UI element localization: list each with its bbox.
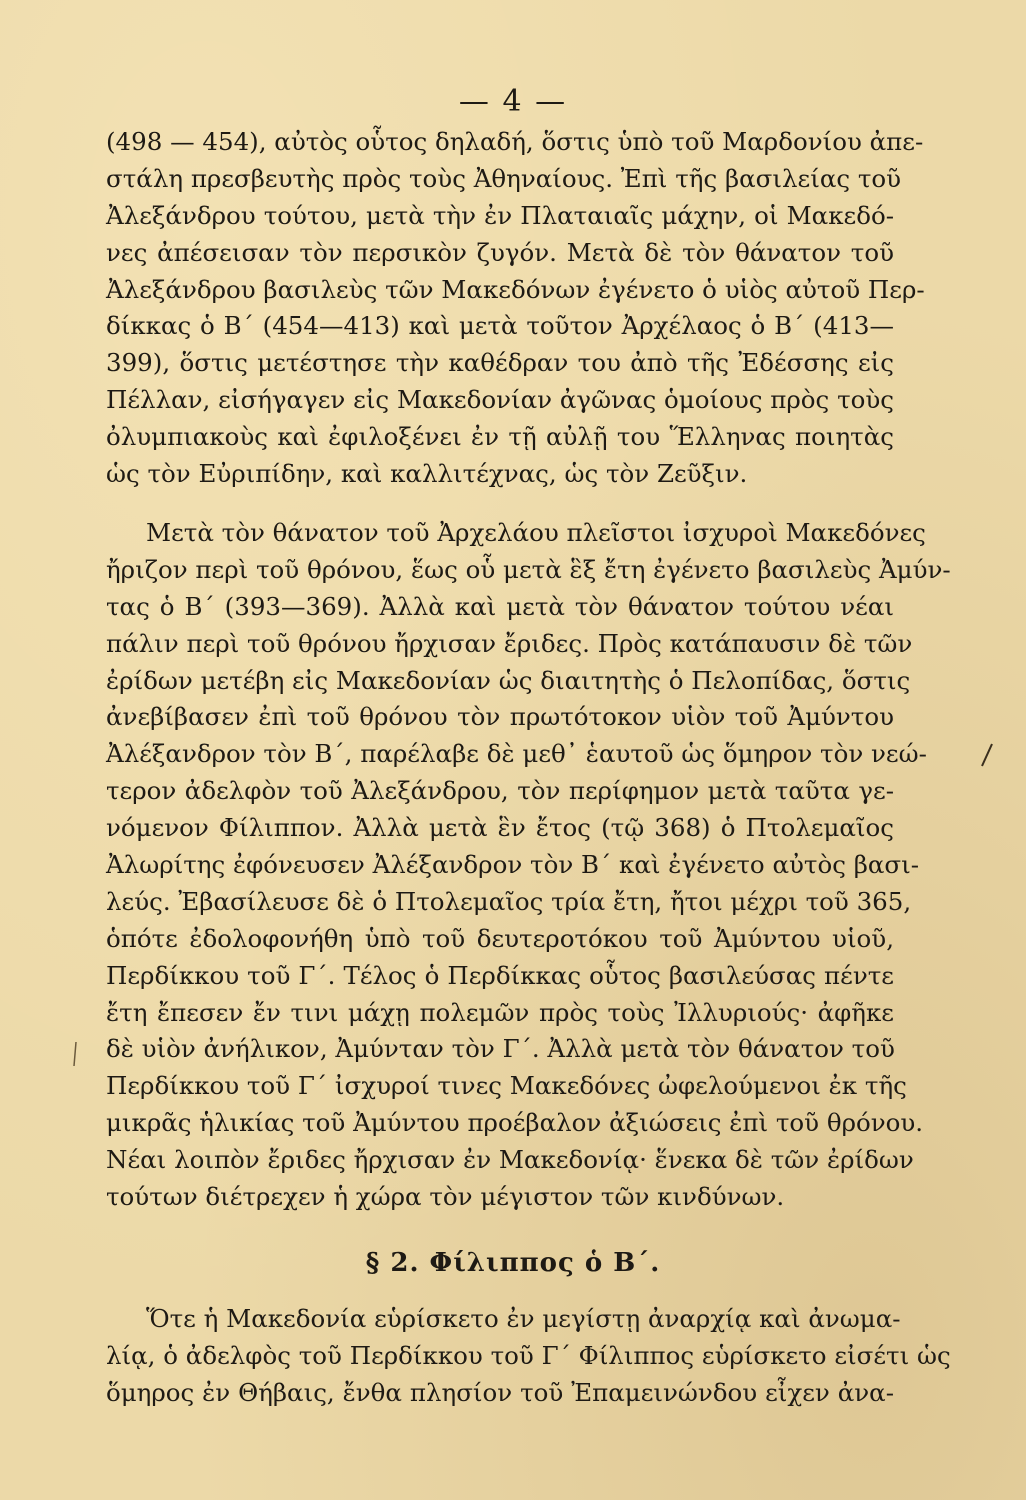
text-line: ἀνεβίβασεν ἐπὶ τοῦ θρόνου τὸν πρωτότοκον υἱὸν τοῦ Ἀμύντου	[106, 702, 894, 732]
paragraph-3	[106, 1301, 951, 1412]
text-line: Μετὰ τὸν θάνατον τοῦ Ἀρχελάου πλεῖστοι ἰσχυροὶ Μακεδόνες	[146, 518, 926, 547]
margin-mark-icon	[978, 740, 998, 770]
text-line: στάλη πρεσβευτὴς πρὸς τοὺς Ἀθηναίους. Ἐπὶ τῆς βασιλείας τοῦ	[106, 163, 902, 193]
text-line: Πέλλαν, εἰσήγαγεν εἰς Μακεδονίαν ἀγῶνας ὁμοίους πρὸς τοὺς	[106, 385, 894, 415]
text-line: Ὅτε ἡ Μακεδονία εὑρίσκετο ἐν μεγίστῃ ἀναρχίᾳ καὶ ἀνωμα-	[146, 1304, 901, 1333]
text-line: νες ἀπέσεισαν τὸν περσικὸν ζυγόν. Μετὰ δὲ τὸν θάνατον τοῦ	[106, 237, 894, 267]
text-line: δίκκας ὁ Β΄ (454—413) καὶ μετὰ τοῦτον Ἀρχέλαος ὁ Β΄ (413—	[106, 311, 894, 341]
text-line: (498 — 454), αὐτὸς οὗτος δηλαδή, ὅστις ὑπὸ τοῦ Μαρδονίου ἀπε-	[106, 127, 924, 156]
section-heading: § 2. Φίλιππος ὁ Β΄.	[365, 1248, 661, 1278]
text-line: Ἀλωρίτης ἐφόνευσεν Ἀλέξανδρον τὸν Β΄ καὶ ἐγένετο αὐτὸς βασι-	[106, 850, 920, 880]
text-line: τας ὁ Β΄ (393—369). Ἀλλὰ καὶ μετὰ τὸν θάνατον τούτου νέαι	[106, 591, 894, 621]
text-line: μικρᾶς ἡλικίας τοῦ Ἀμύντου προέβαλον ἀξιώσεις ἐπὶ τοῦ θρόνου.	[106, 1108, 924, 1138]
text-line: ἤριζον περὶ τοῦ θρόνου, ἕως οὗ μετὰ ἓξ ἔτη ἐγένετο βασιλεὺς Ἀμύν-	[106, 554, 951, 584]
text-line: Ἀλέξανδρον τὸν Β΄, παρέλαβε δὲ μεθ᾿ ἑαυτοῦ ὡς ὅμηρον τὸν νεώ-	[106, 739, 927, 769]
text-line: ὁπότε ἐδολοφονήθη ὑπὸ τοῦ δευτεροτόκου τοῦ Ἀμύντου υἱοῦ,	[106, 923, 894, 953]
text-line: Περδίκκου τοῦ Γ΄. Τέλος ὁ Περδίκκας οὗτος βασιλεύσας πέντε	[106, 960, 894, 990]
text-line: ἐρίδων μετέβη εἰς Μακεδονίαν ὡς διαιτητὴς ὁ Πελοπίδας, ὅστις	[106, 665, 911, 695]
text-line: ὀλυμπιακοὺς καὶ ἐφιλοξένει ἐν τῇ αὐλῇ του Ἕλληνας ποιητὰς	[106, 422, 894, 452]
text-line: λίᾳ, ὁ ἀδελφὸς τοῦ Περδίκκου τοῦ Γ΄ Φίλιππος εὑρίσκετο εἰσέτι ὡς	[106, 1340, 951, 1370]
text-line: τερον ἀδελφὸν τοῦ Ἀλεξάνδρου, τὸν περίφημον μετὰ ταῦτα γε-	[106, 776, 894, 806]
margin-tick-icon	[68, 1040, 82, 1070]
text-line: ὅμηρος ἐν Θήβαις, ἔνθα πλησίον τοῦ Ἐπαμεινώνδου εἶχεν ἀνα-	[106, 1377, 894, 1407]
text-line: ὡς τὸν Εὐριπίδην, καὶ καλλιτέχνας, ὡς τὸν Ζεῦξιν.	[106, 459, 748, 489]
paragraph-1	[106, 124, 925, 493]
text-line: 399), ὅστις μετέστησε τὴν καθέδραν του ἀπὸ τῆς Ἐδέσσης εἰς	[106, 348, 894, 378]
text-line: τούτων διέτρεχεν ἡ χώρα τὸν μέγιστον τῶν κινδύνων.	[106, 1182, 785, 1212]
text-line: πάλιν περὶ τοῦ θρόνου ἤρχισαν ἔριδες. Πρὸς κατάπαυσιν δὲ τῶν	[106, 628, 913, 658]
text-line: Ἀλεξάνδρου βασιλεὺς τῶν Μακεδόνων ἐγένετο ὁ υἱὸς αὐτοῦ Περ-	[106, 274, 925, 304]
text-line: Ἀλεξάνδρου τούτου, μετὰ τὴν ἐν Πλαταιαῖς μάχην, οἱ Μακεδό-	[106, 200, 894, 230]
text-line: ἔτη ἔπεσεν ἔν τινι μάχῃ πολεμῶν πρὸς τοὺς Ἰλλυριούς· ἀφῆκε	[106, 997, 894, 1027]
paragraph-2	[106, 515, 951, 1216]
page-number: — 4 —	[458, 84, 568, 119]
text-line: νόμενον Φίλιππον. Ἀλλὰ μετὰ ἓν ἔτος (τῷ 368) ὁ Πτολεμαῖος	[106, 813, 894, 843]
text-line: δὲ υἱὸν ἀνήλικον, Ἀμύνταν τὸν Γ΄. Ἀλλὰ μετὰ τὸν θάνατον τοῦ	[106, 1034, 895, 1064]
text-line: Νέαι λοιπὸν ἔριδες ἤρχισαν ἐν Μακεδονίᾳ· ἕνεκα δὲ τῶν ἐρίδων	[106, 1145, 914, 1175]
text-line: λεύς. Ἐβασίλευσε δὲ ὁ Πτολεμαῖος τρία ἔτη, ἤτοι μέχρι τοῦ 365,	[106, 886, 912, 916]
text-line: Περδίκκου τοῦ Γ΄ ἰσχυροί τινες Μακεδόνες ὠφελούμενοι ἐκ τῆς	[106, 1071, 907, 1101]
